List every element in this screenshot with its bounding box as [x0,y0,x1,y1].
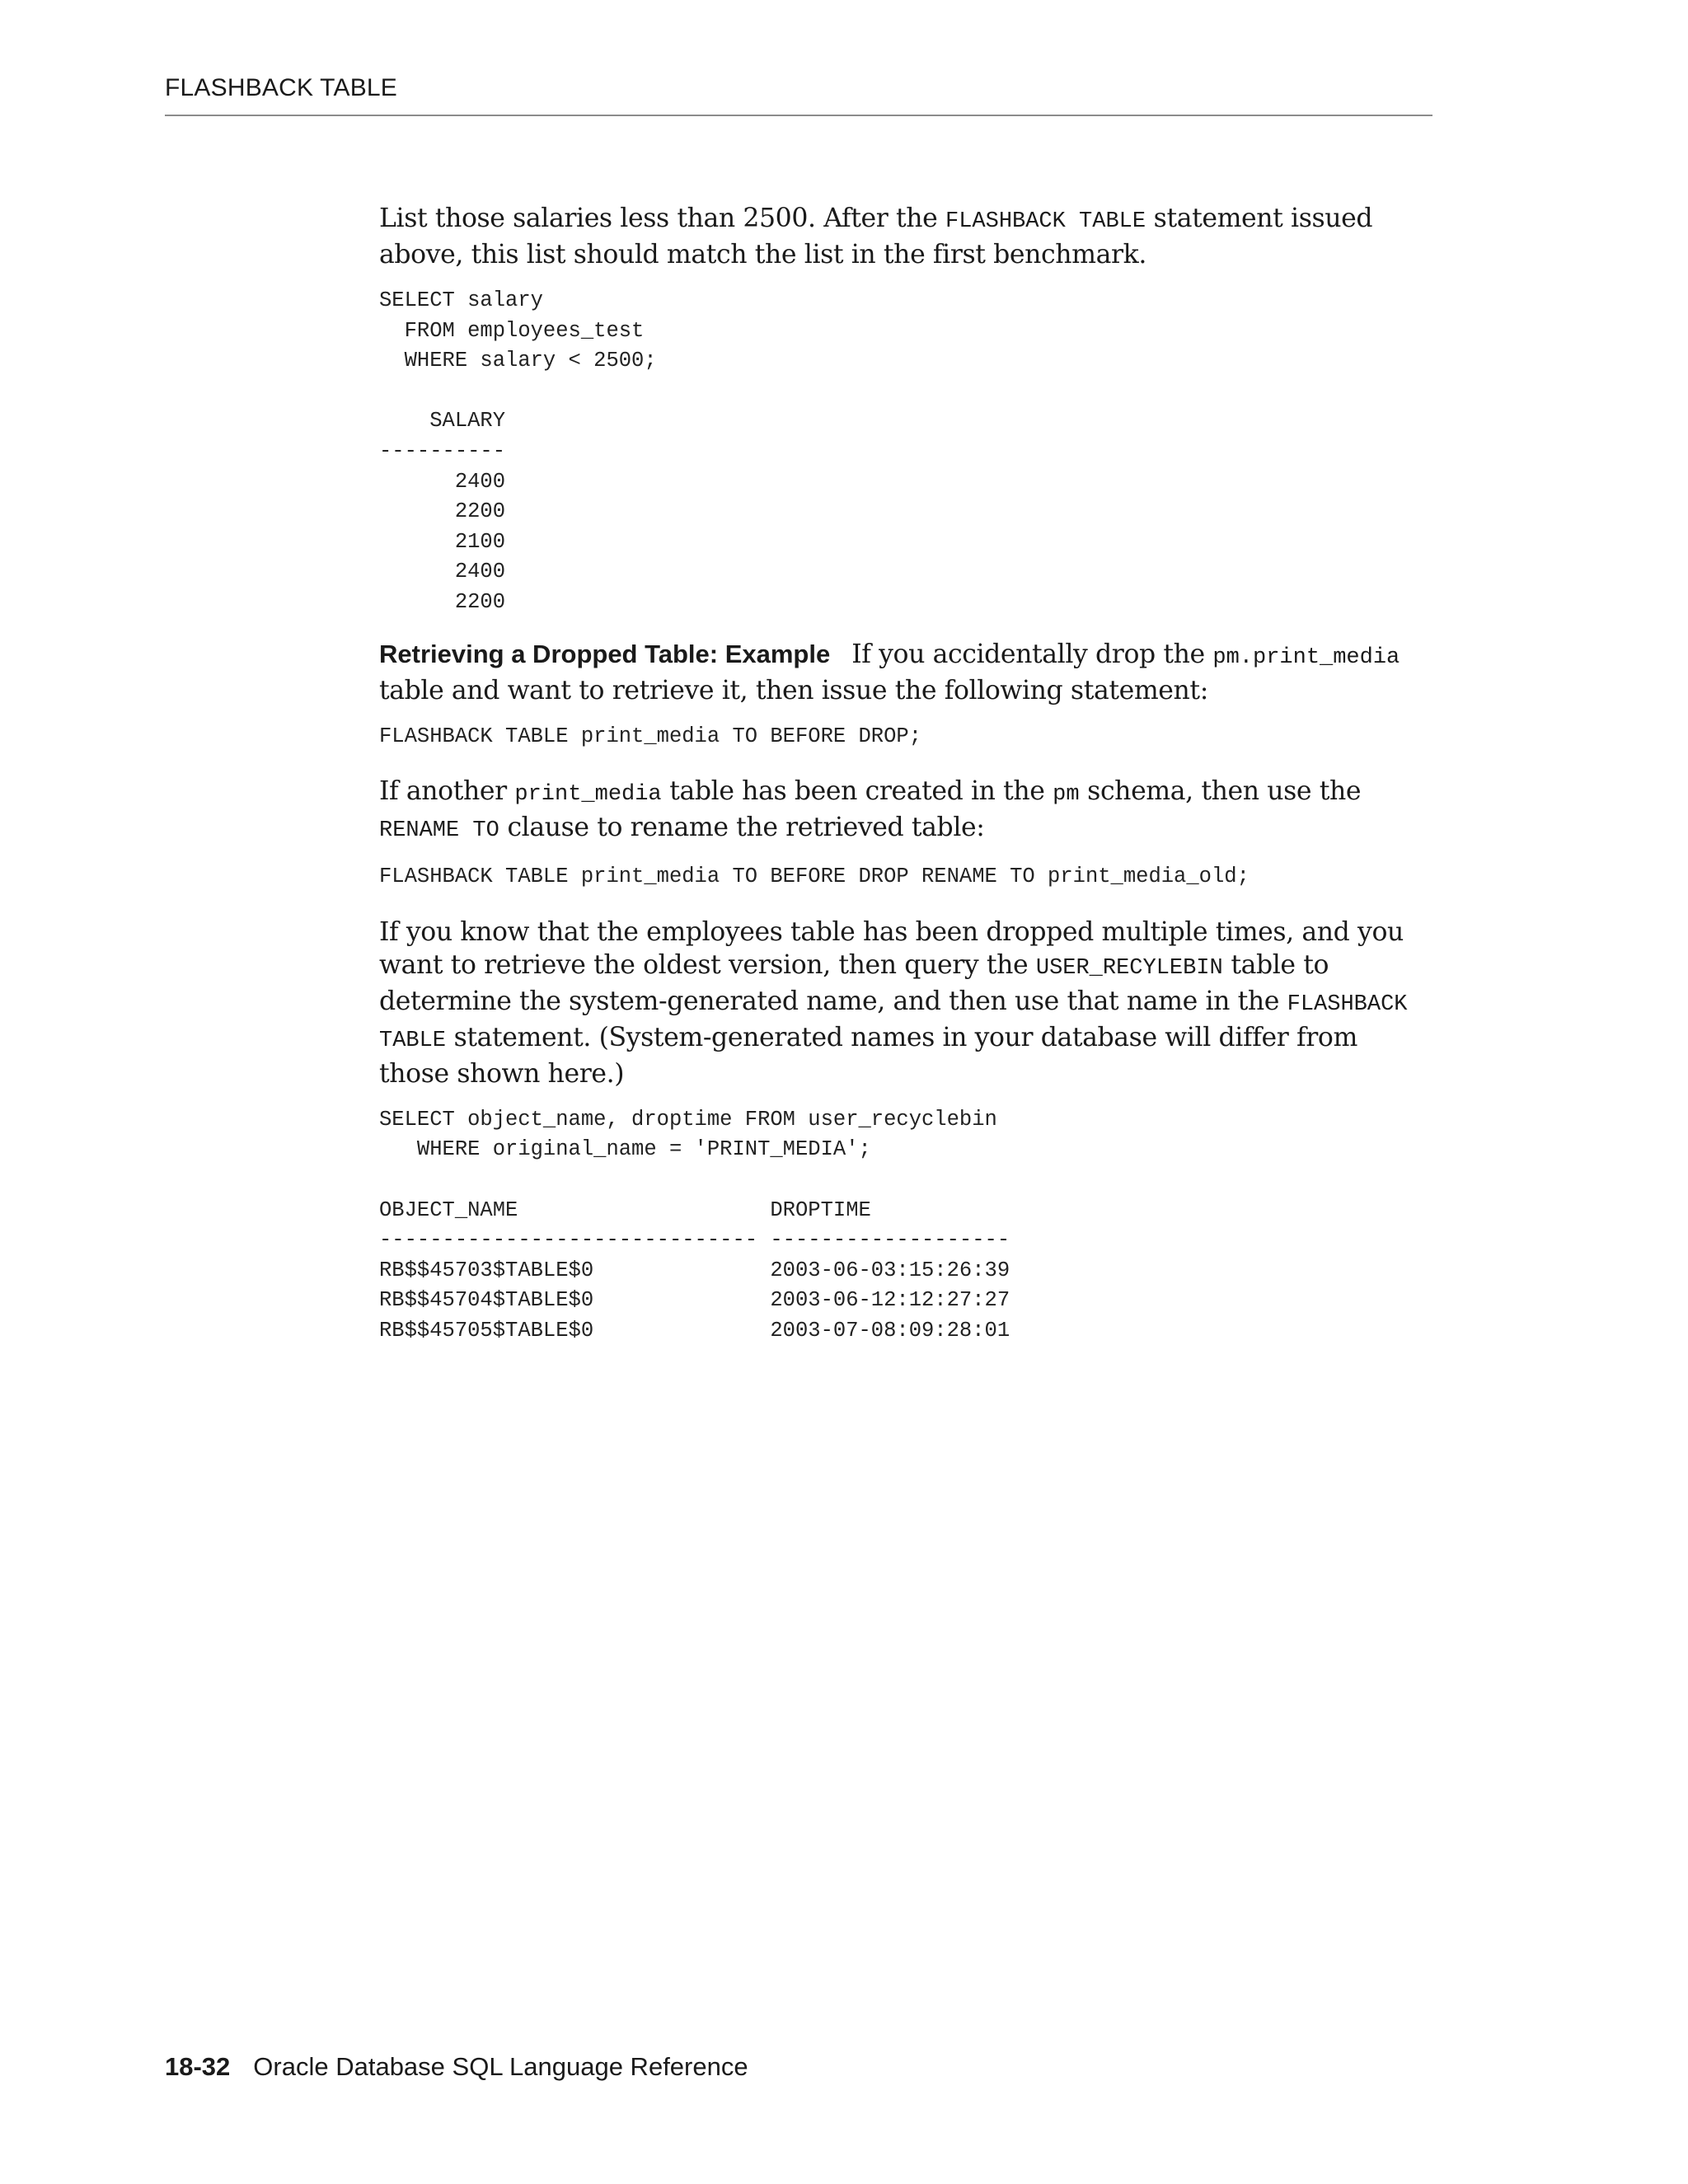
text-span: statement. (System-generated names in your database will differ from those shown here.) [379,1022,1357,1089]
text-span: statement issued above, this list should match the list in the first benchmark. [379,204,1373,269]
inline-code: USER_RECYLEBIN [1035,955,1223,981]
inline-code: RENAME TO [379,818,499,844]
paragraph-retrieving-dropped-table [379,638,1418,707]
main-content [379,202,1442,1346]
inline-code: FLASHBACK TABLE [945,209,1146,234]
code-block-recyclebin-query: SELECT object_name, droptime FROM user_recyclebin WHERE original_name = 'PRINT_MEDIA'; OBJECT_NAME DROPTIME ------------------------------ ------------------- RB$$45703$TABLE$0 2003-06-03:15:26:39 RB$$45704$TABLE$0 2003-06-12:12:27:27 RB$$45705$TABLE$0 2003-07-08:09:28:01 [379,1107,1010,1343]
code-block-flashback-drop: FLASHBACK TABLE print_media TO BEFORE DROP; [379,724,922,748]
text-span: clause to rename the retrieved table: [499,813,985,843]
text-span: If another [379,776,515,807]
section-heading-retrieving-dropped-table: Retrieving a Dropped Table: Example [379,639,831,668]
text-span: table to determine the system-generated name, and then use that name in the [379,949,1329,1016]
text-span: List those salaries less than 2500. After the [379,204,946,233]
paragraph-rename-to [379,775,1442,847]
text-span: table and want to retrieve it, then issue the following statement: [379,675,1208,705]
text-span: If you know that the employees table has been dropped multiple times, and you want to retrieve the oldest version, then query the [379,916,1404,980]
text-span: If you accidentally drop the [851,639,1213,669]
running-head: FLASHBACK TABLE [165,74,397,101]
inline-code: print_media [514,782,662,808]
text-span: schema, then use the [1079,776,1362,807]
inline-code: pm.print_media [1212,644,1400,670]
text-span: table has been created in the [661,776,1053,807]
paragraph-recyclebin [379,916,1426,1090]
inline-code: FLASHBACK TABLE [379,991,1408,1053]
paragraph-salary-list [379,202,1409,271]
book-title: Oracle Database SQL Language Reference [253,2052,748,2081]
page-number: 18-32 [165,2052,231,2081]
inline-code: pm [1053,782,1080,808]
header-rule [165,115,1432,116]
code-block-select-salary: SELECT salary FROM employees_test WHERE salary < 2500; SALARY ---------- 2400 2200 2100 2400 2200 [379,288,657,614]
code-block-flashback-rename: FLASHBACK TABLE print_media TO BEFORE DROP RENAME TO print_media_old; [379,865,1250,889]
page-footer [165,2052,748,2082]
